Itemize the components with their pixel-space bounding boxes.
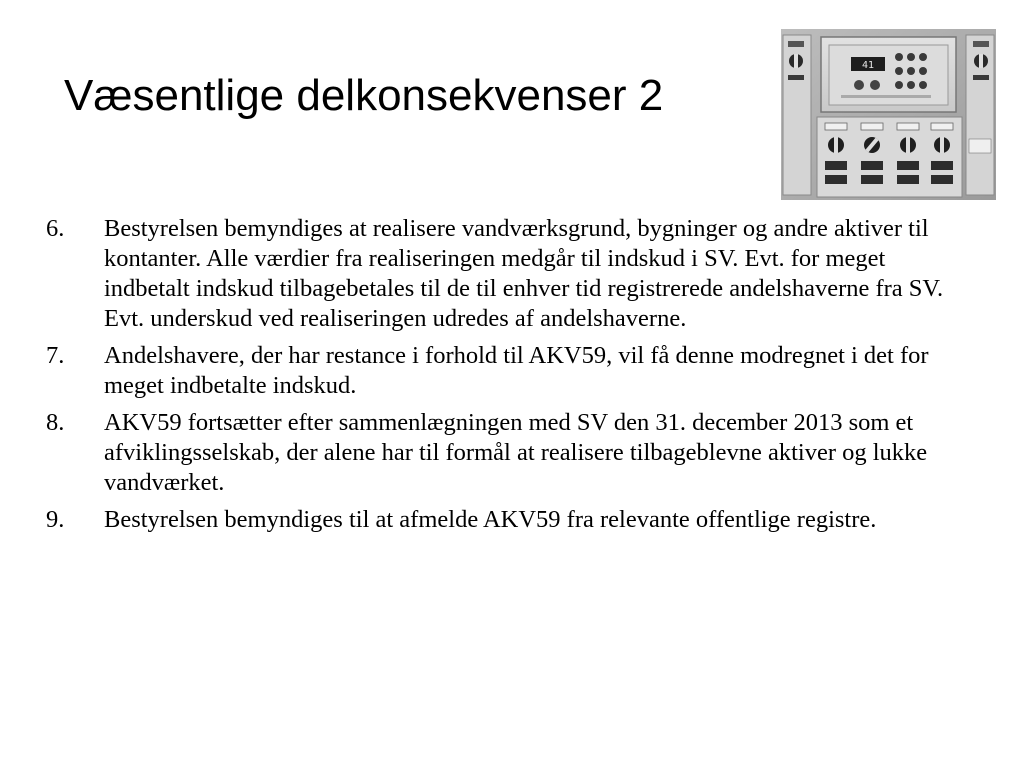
list-item-number: 9. (46, 506, 65, 533)
list-item (46, 214, 966, 334)
list-item (46, 505, 966, 535)
list-item-number: 6. (46, 215, 65, 242)
list-item-number: 7. (46, 342, 65, 369)
consequence-list (46, 214, 966, 542)
list-item-text: AKV59 fortsætter efter sammenlægningen med SV den 31. december 2013 som et afviklingsselskab, der alene har til formål at realisere tilbageblevne aktiver og lukke vandværket. (104, 409, 928, 496)
control-panel-illustration (781, 29, 996, 200)
display-readout: 41 (861, 60, 875, 71)
list-item (46, 408, 966, 498)
slide-title: Væsentlige delkonsekvenser 2 (64, 71, 664, 120)
list-item-text: Bestyrelsen bemyndiges at realisere vandværksgrund, bygninger og andre aktiver til kontanter. Alle værdier fra realiseringen medgår til indskud i SV. Evt. for meget indbetalt indskud tilbagebetales til de til enhver tid registrerede andelshaverne fra SV. Evt. underskud ved realiseringen udredes af andelshaverne. (104, 215, 944, 332)
list-item-number: 8. (46, 409, 65, 436)
list-item (46, 341, 966, 401)
list-item-text: Andelshavere, der har restance i forhold til AKV59, vil få denne modregnet i det for meget indbetalte indskud. (104, 342, 929, 399)
list-item-text: Bestyrelsen bemyndiges til at afmelde AKV59 fra relevante offentlige registre. (104, 506, 877, 533)
control-panel-photo (781, 29, 996, 200)
